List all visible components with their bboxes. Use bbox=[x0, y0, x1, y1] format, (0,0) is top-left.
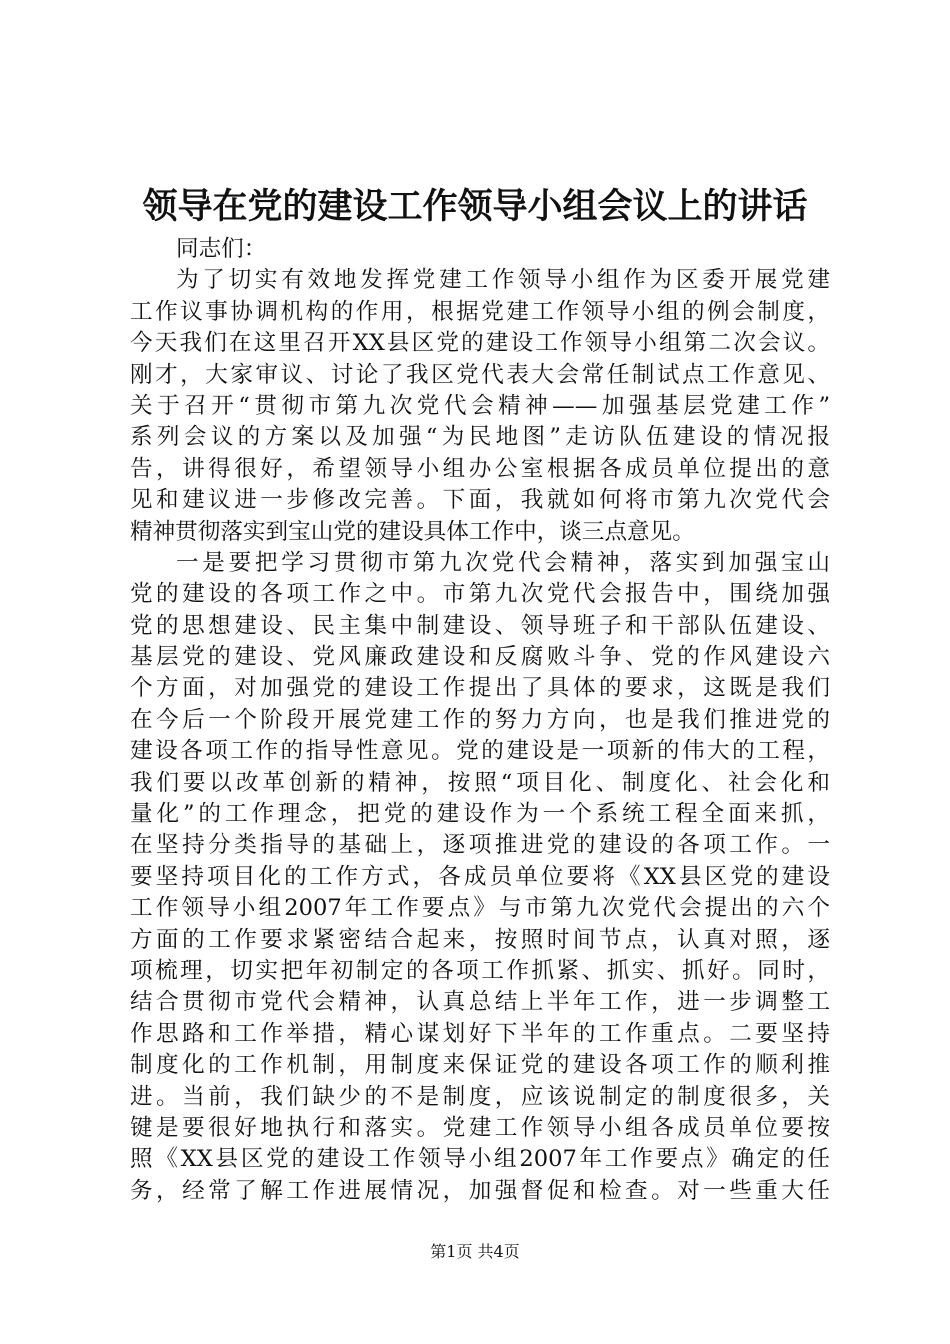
paragraph-line: 一是要把学习贯彻市第九次党代会精神，落实到加强宝山 bbox=[176, 549, 830, 576]
paragraph-line: 作思路和工作举措，精心谋划好下半年的工作重点。二要坚持 bbox=[130, 1020, 830, 1047]
paragraph-line: 进。当前，我们缺少的不是制度，应该说制定的制度很多，关 bbox=[130, 1083, 830, 1110]
paragraph-line: 我们要以改革创新的精神，按照“项目化、制度化、社会化和 bbox=[130, 769, 830, 796]
paragraph-line: 建设各项工作的指导性意见。党的建设是一项新的伟大的工程， bbox=[130, 738, 830, 765]
paragraph-line: 在今后一个阶段开展党建工作的努力方向，也是我们推进党的 bbox=[130, 706, 830, 733]
paragraph-line: 精神贯彻落实到宝山党的建设具体工作中，谈三点意见。 bbox=[130, 518, 695, 545]
paragraph-line: 基层党的建设、党风廉政建设和反腐败斗争、党的作风建设六 bbox=[130, 644, 830, 671]
paragraph-line: 照《XX县区党的建设工作领导小组2007年工作要点》确定的任 bbox=[130, 1146, 830, 1173]
paragraph-line: 结合贯彻市党代会精神，认真总结上半年工作，进一步调整工 bbox=[130, 989, 830, 1016]
paragraph-line: 在坚持分类指导的基础上，逐项推进党的建设的各项工作。一 bbox=[130, 832, 830, 859]
page-title: 领导在党的建设工作领导小组会议上的讲话 bbox=[142, 186, 808, 227]
paragraph-line: 为了切实有效地发挥党建工作领导小组作为区委开展党建 bbox=[176, 267, 830, 294]
paragraph-line: 刚才，大家审议、讨论了我区党代表大会常任制试点工作意见、 bbox=[130, 361, 830, 388]
paragraph-line: 键是要很好地执行和落实。党建工作领导小组各成员单位要按 bbox=[130, 1114, 830, 1141]
page-number-footer: 第1页 共4页 bbox=[430, 1242, 520, 1261]
paragraph-line: 党的建设的各项工作之中。市第九次党代会报告中，围绕加强 bbox=[130, 581, 830, 608]
paragraph-line: 方面的工作要求紧密结合起来，按照时间节点，认真对照，逐 bbox=[130, 926, 830, 953]
paragraph-line: 今天我们在这里召开XX县区党的建设工作领导小组第二次会议。 bbox=[130, 330, 830, 357]
paragraph-line: 关于召开“贯彻市第九次党代会精神——加强基层党建工作” bbox=[130, 392, 830, 419]
paragraph-line: 工作议事协调机构的作用，根据党建工作领导小组的例会制度， bbox=[130, 298, 830, 325]
paragraph-line: 工作领导小组2007年工作要点》与市第九次党代会提出的六个 bbox=[130, 895, 830, 922]
salutation: 同志们： bbox=[176, 236, 267, 262]
paragraph-line: 党的思想建设、民主集中制建设、领导班子和干部队伍建设、 bbox=[130, 612, 830, 639]
paragraph-line: 要坚持项目化的工作方式，各成员单位要将《XX县区党的建设 bbox=[130, 863, 830, 890]
document-body bbox=[130, 234, 830, 1207]
paragraph-line: 务，经常了解工作进展情况，加强督促和检查。对一些重大任 bbox=[130, 1177, 830, 1204]
paragraph-line: 制度化的工作机制，用制度来保证党的建设各项工作的顺利推 bbox=[130, 1052, 830, 1079]
paragraph-line: 告，讲得很好，希望领导小组办公室根据各成员单位提出的意 bbox=[130, 455, 830, 482]
paragraph-line: 见和建议进一步修改完善。下面，我就如何将市第九次党代会 bbox=[130, 487, 830, 514]
paragraph-line: 项梳理，切实把年初制定的各项工作抓紧、抓实、抓好。同时， bbox=[130, 957, 830, 984]
paragraph-line: 系列会议的方案以及加强“为民地图”走访队伍建设的情况报 bbox=[130, 424, 830, 451]
paragraph-line: 个方面，对加强党的建设工作提出了具体的要求，这既是我们 bbox=[130, 675, 830, 702]
paragraph-line: 量化”的工作理念，把党的建设作为一个系统工程全面来抓， bbox=[130, 801, 830, 828]
